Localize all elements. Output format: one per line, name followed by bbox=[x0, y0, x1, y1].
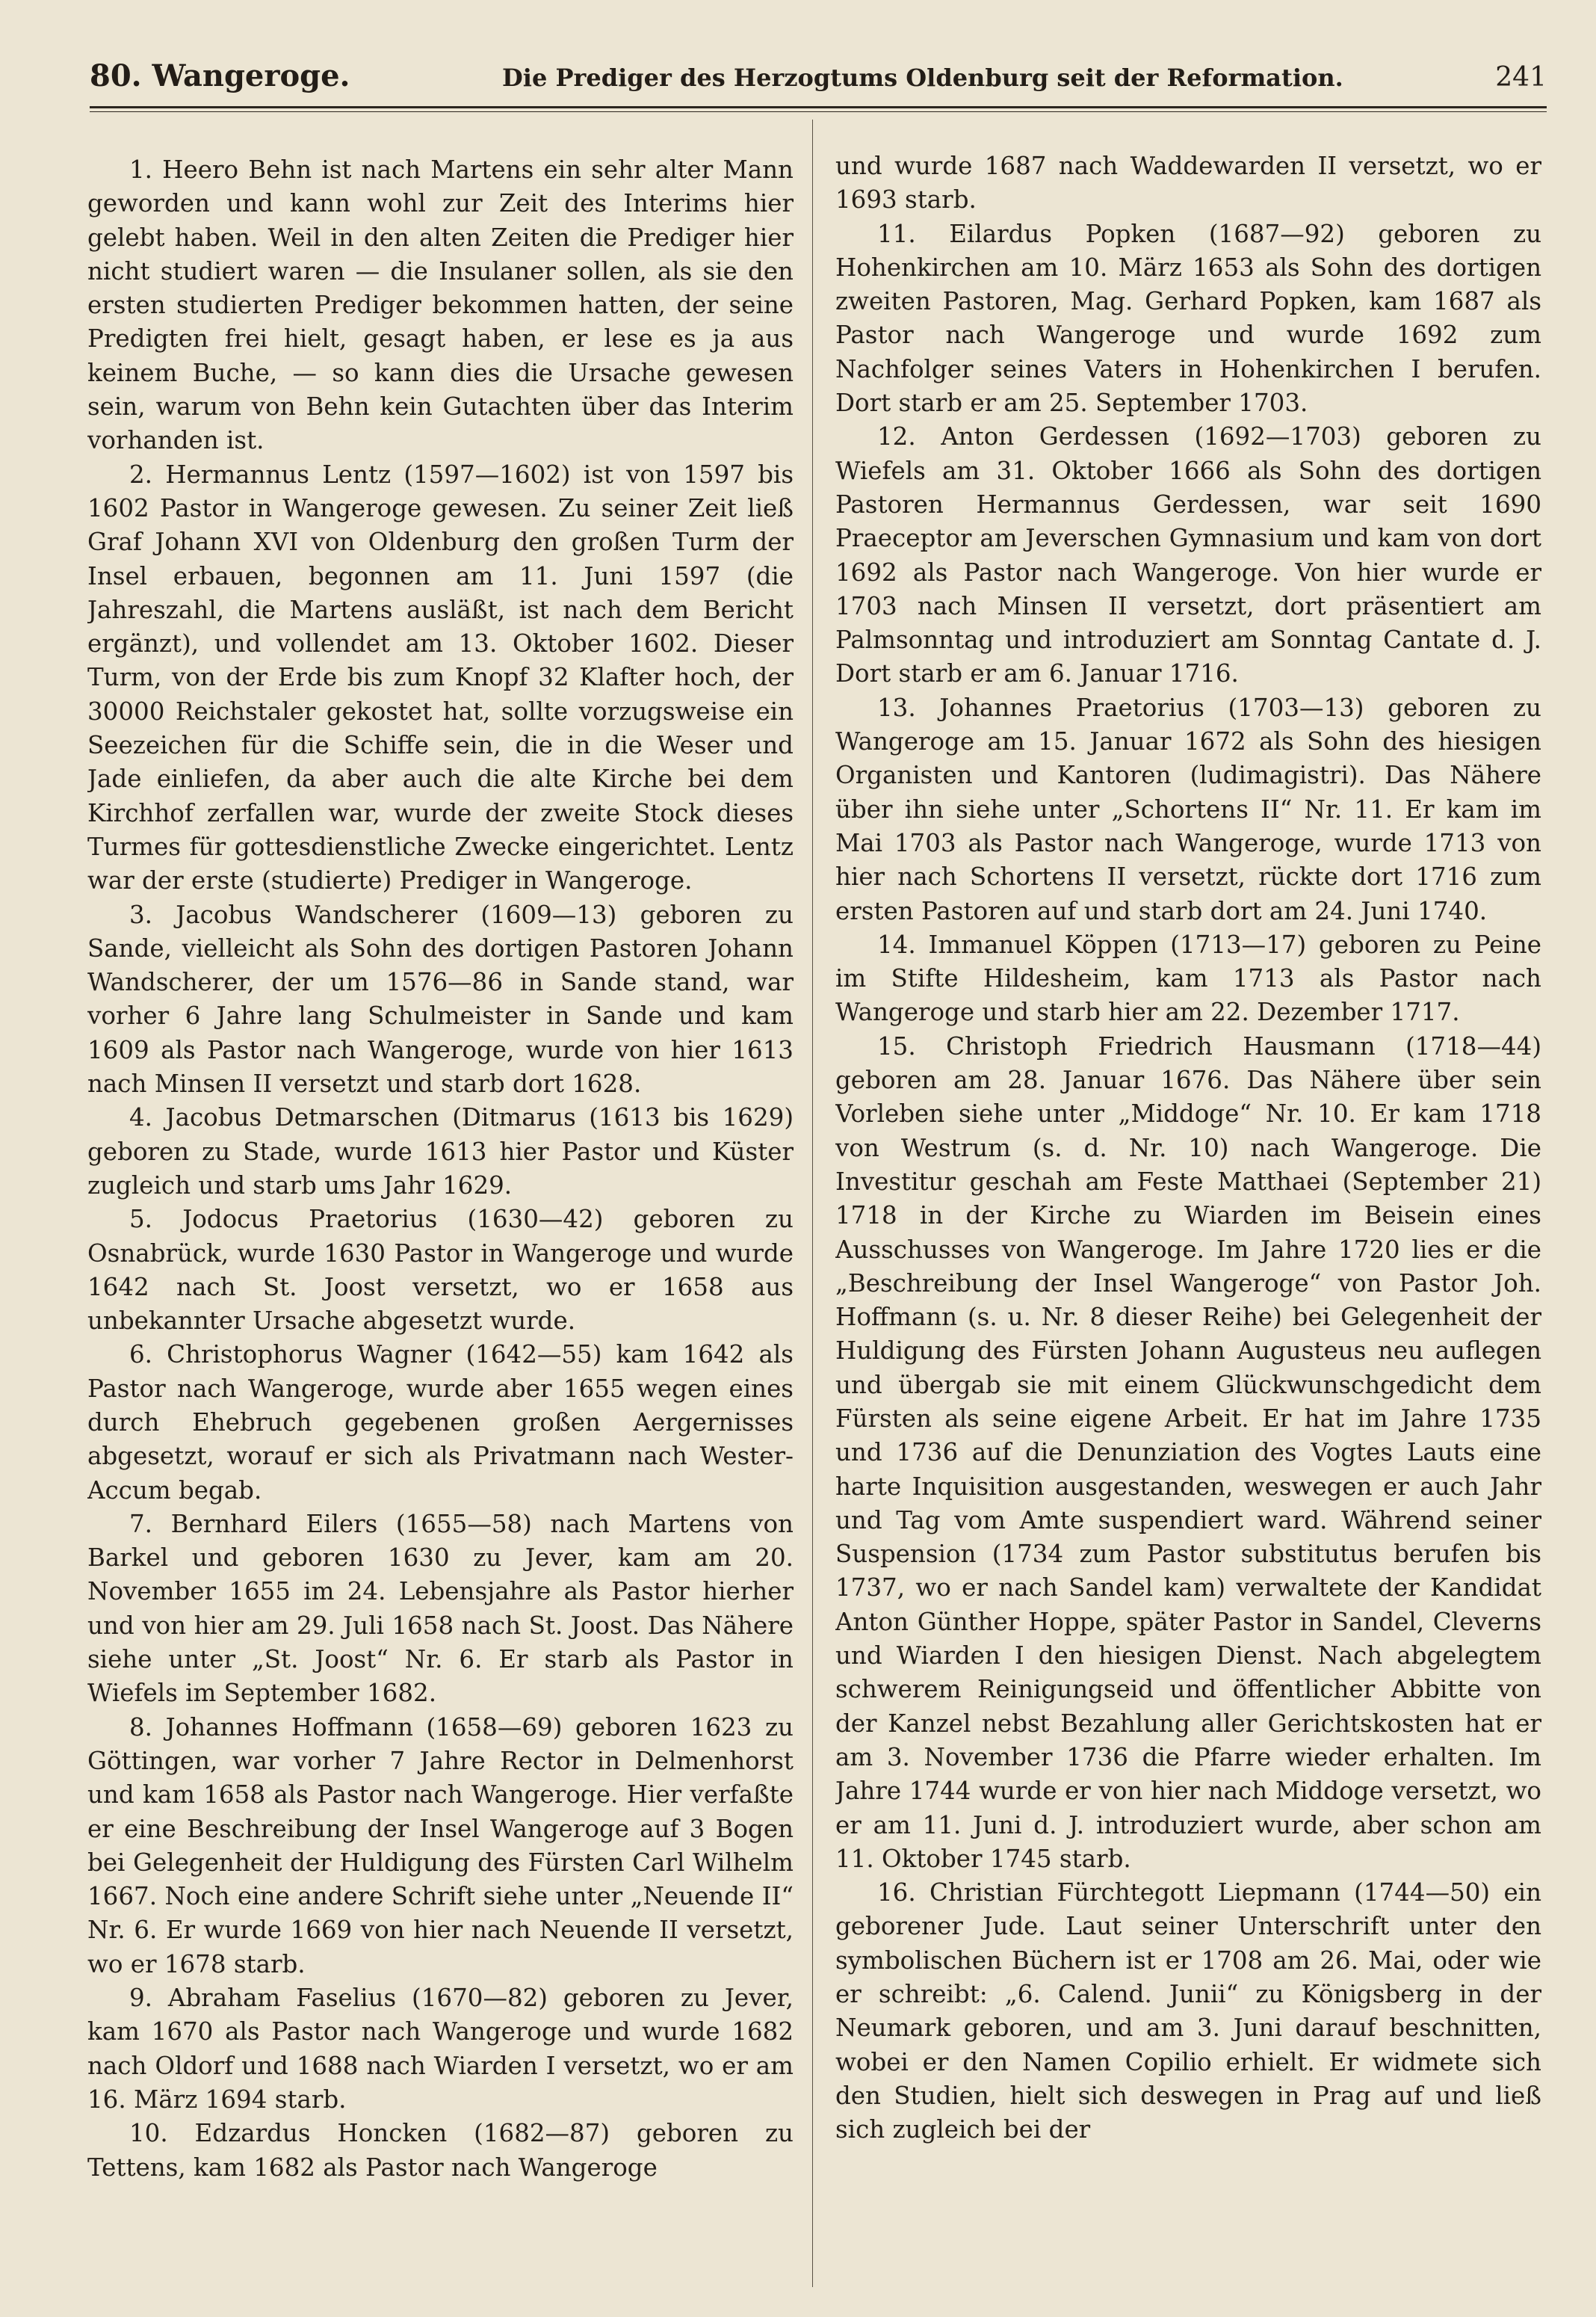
left-column bbox=[87, 153, 794, 2306]
entry-2: 2. Hermannus Lentz (1597—1602) ist von 1597 bis 1602 Pastor in Wangeroge gewesen. Zu seiner Zeit ließ Graf Johann XVI von Oldenburg den großen Turm der Insel erbauen, begonnen am 11. Juni 1597 (die Jahreszahl, die Martens ausläßt, ist nach dem Bericht ergänzt), und vollendet am 13. Oktober 1602. Dieser Turm, von der Erde bis zum Knopf 32 Klafter hoch, der 30000 Reichstaler gekostet hat, sollte vorzugsweise ein Seezeichen für die Schiffe sein, die in die Weser und Jade einliefen, da aber auch die alte Kirche bei dem Kirchhof zerfallen war, wurde der zweite Stock dieses Turmes für gottesdienstliche Zwecke eingerichtet. Lentz war der erste (studierte) Prediger in Wangeroge. bbox=[87, 460, 794, 895]
entry-6: 6. Christophorus Wagner (1642—55) kam 1642 als Pastor nach Wangeroge, wurde aber 1655 wegen eines durch Ehebruch gegebenen großen Aergernisses abgesetzt, worauf er sich als Privatmann nach Wester-Accum begab. bbox=[87, 1340, 794, 1505]
entry-11: 11. Eilardus Popken (1687—92) geboren zu Hohenkirchen am 10. März 1653 als Sohn des dortigen zweiten Pastoren, Mag. Gerhard Popken, kam 1687 als Pastor nach Wangeroge und wurde 1692 zum Nachfolger seines Vaters in Hohenkirchen I berufen. Dort starb er am 25. September 1703. bbox=[835, 219, 1541, 418]
header-running-title: Die Prediger des Herzogtums Oldenburg seit der Reformation. bbox=[502, 64, 1343, 92]
page-header bbox=[90, 58, 1547, 111]
entry-10: 10. Edzardus Honcken (1682—87) geboren zu Tettens, kam 1682 als Pastor nach Wangeroge bbox=[87, 2119, 794, 2182]
header-rule-thin bbox=[90, 111, 1547, 112]
entry-3: 3. Jacobus Wandscherer (1609—13) geboren zu Sande, vielleicht als Sohn des dortigen Pastoren Johann Wandscherer, der um 1576—86 in Sande stand, war vorher 6 Jahre lang Schulmeister in Sande und kam 1609 als Pastor nach Wangeroge, wurde von hier 1613 nach Minsen II versetzt und starb dort 1628. bbox=[87, 900, 794, 1099]
entry-14: 14. Immanuel Köppen (1713—17) geboren zu Peine im Stifte Hildesheim, kam 1713 als Pastor nach Wangeroge und starb hier am 22. Dezember 1717. bbox=[835, 930, 1541, 1027]
right-column bbox=[835, 149, 1541, 2302]
header-rule bbox=[90, 106, 1547, 108]
entry-8: 8. Johannes Hoffmann (1658—69) geboren 1623 zu Göttingen, war vorher 7 Jahre Rector in Delmenhorst und kam 1658 als Pastor nach Wangeroge. Hier verfaßte er eine Beschreibung der Insel Wangeroge auf 3 Bogen bei Gelegenheit der Huldigung des Fürsten Carl Wilhelm 1667. Noch eine andere Schrift siehe unter „Neuende II“ Nr. 6. Er wurde 1669 von hier nach Neuende II versetzt, wo er 1678 starb. bbox=[87, 1712, 794, 1978]
page-number: 241 bbox=[1495, 62, 1547, 93]
entry-4: 4. Jacobus Detmarschen (Ditmarus (1613 bis 1629) geboren zu Stade, wurde 1613 hier Pastor und Küster zugleich und starb ums Jahr 1629. bbox=[87, 1103, 794, 1200]
header-section-title: 80. Wangeroge. bbox=[90, 58, 350, 93]
entry-5: 5. Jodocus Praetorius (1630—42) geboren zu Osnabrück, wurde 1630 Pastor in Wangeroge und wurde 1642 nach St. Joost versetzt, wo er 1658 aus unbekannter Ursache abgesetzt wurde. bbox=[87, 1205, 794, 1336]
entry-12: 12. Anton Gerdessen (1692—1703) geboren zu Wiefels am 31. Oktober 1666 als Sohn des dortigen Pastoren Hermannus Gerdessen, war seit 1690 Praeceptor am Jeverschen Gymnasium und kam von dort 1692 als Pastor nach Wangeroge. Von hier wurde er 1703 nach Minsen II versetzt, dort präsentiert am Palmsonntag und introduziert am Sonntag Cantate d. J. Dort starb er am 6. Januar 1716. bbox=[835, 422, 1541, 688]
entry-9: 9. Abraham Faselius (1670—82) geboren zu Jever, kam 1670 als Pastor nach Wangeroge und wurde 1682 nach Oldorf und 1688 nach Wiarden I versetzt, wo er am 16. März 1694 starb. bbox=[87, 1984, 794, 2114]
column-divider bbox=[812, 120, 813, 2287]
entry-15: 15. Christoph Friedrich Hausmann (1718—44) geboren am 28. Januar 1676. Das Nähere über sein Vorleben siehe unter „Middoge“ Nr. 10. Er kam 1718 von Westrum (s. d. Nr. 10) nach Wangeroge. Die Investitur geschah am Feste Matthaei (September 21) 1718 in der Kirche zu Wiarden im Beisein eines Ausschusses von Wangeroge. Im Jahre 1720 lies er die „Beschreibung der Insel Wangeroge“ von Pastor Joh. Hoffmann (s. u. Nr. 8 dieser Reihe) bei Gelegenheit der Huldigung des Fürsten Johann Augusteus neu auflegen und übergab sie mit einem Glückwunschgedicht dem Fürsten als seine eigene Arbeit. Er hat im Jahre 1735 und 1736 auf die Denunziation des Vogtes Lauts eine harte Inquisition ausgestanden, weswegen er auch Jahr und Tag vom Amte suspendiert ward. Während seiner Suspension (1734 zum Pastor substitutus berufen bis 1737, wo er nach Sandel kam) verwaltete der Kandidat Anton Günther Hoppe, später Pastor in Sandel, Cleverns und Wiarden I den hiesigen Dienst. Nach abgelegtem schwerem Reinigungseid und öffentlicher Abbitte von der Kanzel nebst Bezahlung aller Gerichtskosten hat er am 3. November 1736 die Pfarre wieder erhalten. Im Jahre 1744 wurde er von hier nach Middoge versetzt, wo er am 11. Juni d. J. introduziert wurde, aber schon am 11. Oktober 1745 starb. bbox=[835, 1031, 1541, 1873]
entry-16: 16. Christian Fürchtegott Liepmann (1744—50) ein geborener Jude. Laut seiner Unterschrift unter den symbolischen Büchern ist er 1708 am 26. Mai, oder wie er schreibt: „6. Calend. Junii“ zu Königsberg in der Neumark geboren, und am 3. Juni darauf beschnitten, wobei er den Namen Copilio erhielt. Er widmete sich den Studien, hielt sich deswegen in Prag auf und ließ sich zugleich bei der bbox=[835, 1878, 1541, 2144]
entry-1: 1. Heero Behn ist nach Martens ein sehr alter Mann geworden und kann wohl zur Zeit des Interims hier gelebt haben. Weil in den alten Zeiten die Prediger hier nicht studiert waren — die Insulaner sollen, als sie den ersten studierten Prediger bekommen hatten, der seine Predigten frei hielt, gesagt haben, er lese es ja aus keinem Buche, — so kann dies die Ursache gewesen sein, warum von Behn kein Gutachten über das Interim vorhanden ist. bbox=[87, 155, 794, 455]
entry-10-continuation: und wurde 1687 nach Waddewarden II versetzt, wo er 1693 starb. bbox=[835, 152, 1541, 215]
entry-13: 13. Johannes Praetorius (1703—13) geboren zu Wangeroge am 15. Januar 1672 als Sohn des hiesigen Organisten und Kantoren (ludimagistri). Das Nähere über ihn siehe unter „Schortens II“ Nr. 11. Er kam im Mai 1703 als Pastor nach Wangeroge, wurde 1713 von hier nach Schortens II versetzt, rückte dort 1716 zum ersten Pastoren auf und starb dort am 24. Juni 1740. bbox=[835, 693, 1541, 925]
entry-7: 7. Bernhard Eilers (1655—58) nach Martens von Barkel und geboren 1630 zu Jever, kam am 20. November 1655 im 24. Lebensjahre als Pastor hierher und von hier am 29. Juli 1658 nach St. Joost. Das Nähere siehe unter „St. Joost“ Nr. 6. Er starb als Pastor in Wiefels im September 1682. bbox=[87, 1509, 794, 1708]
